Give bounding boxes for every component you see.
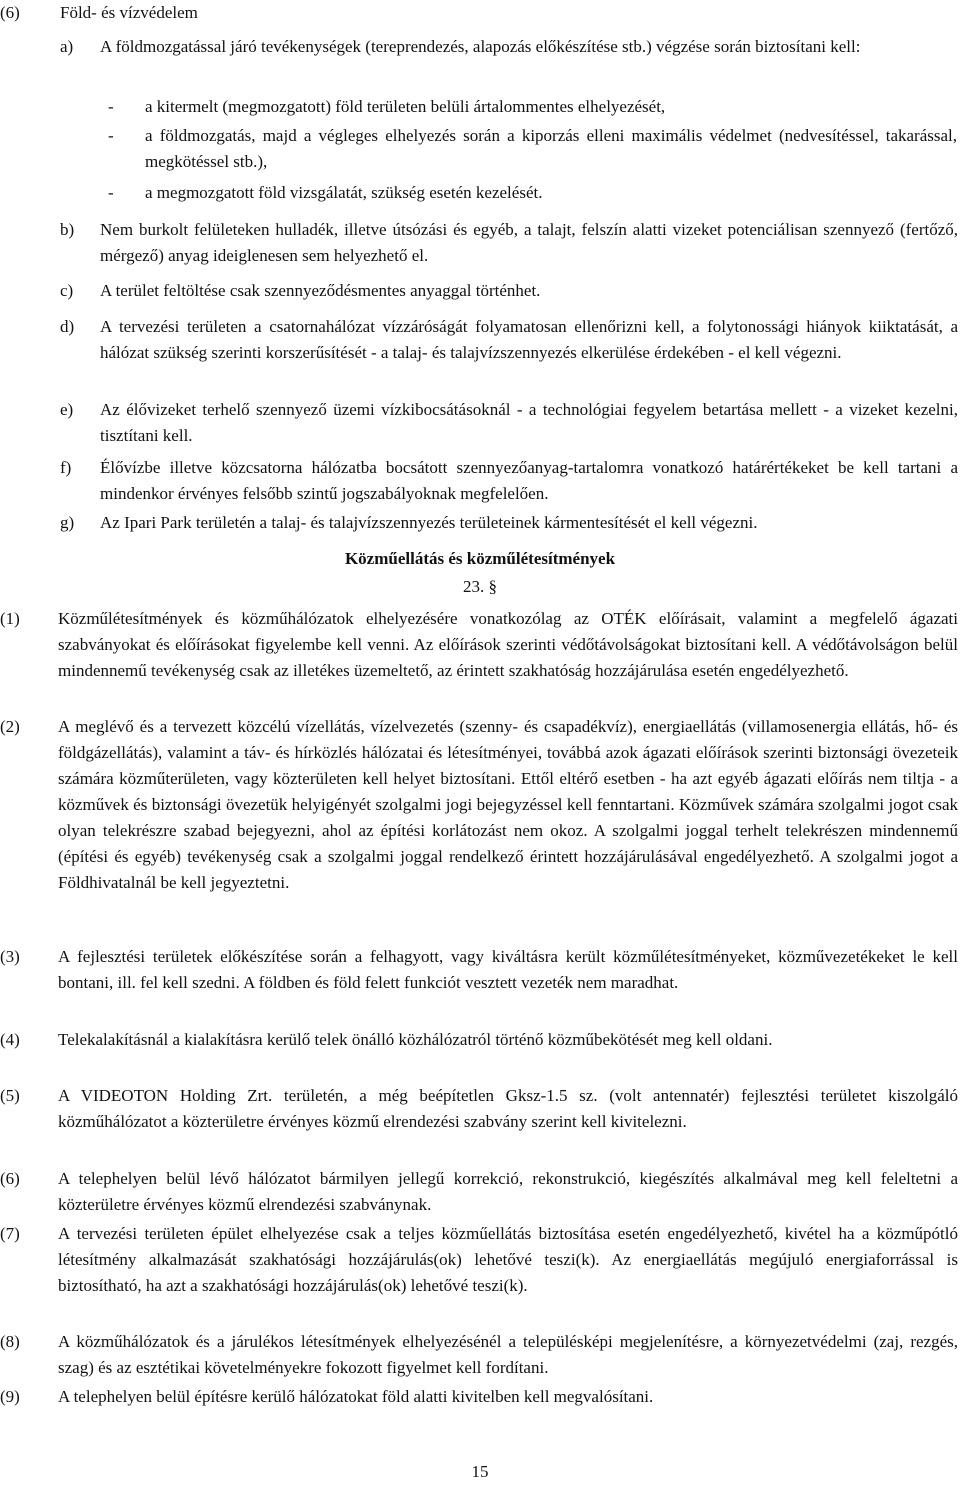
item-e-label: e): [60, 400, 74, 419]
section-number: 23. §: [463, 577, 497, 596]
paragraph-text: A közműhálózatok és a járulékos létesítmények elhelyezésénél a településképi megjelenítésre, a környezetvédelmi (zaj, rezgés, szag) és az esztétikai követelményekre fokozott figyelmet kell fordítani.: [58, 1332, 958, 1377]
chapter-heading: Közműellátás és közműlétesítmények: [344, 549, 616, 568]
item-d-label: d): [60, 317, 75, 336]
item-c-text: A terület feltöltése csak szennyeződésmentes anyaggal történhet.: [100, 281, 541, 300]
paragraph-text: A fejlesztési területek előkészítése során a felhagyott, vagy kiváltásra került közműlétesítményeket, közművezetékeket le kell bontani, ill. fel kell szedni. A földben és föld felett funkciót vesztett vezeték nem maradhat.: [58, 947, 958, 992]
item-f-text: Élővízbe illetve közcsatorna hálózatba bocsátott szennyezőanyag-tartalomra vonatkozó határértékeket be kell tartani a mindenkor érvényes felsőbb szintű jogszabályoknak megfelelően.: [100, 458, 958, 503]
item-g-label: g): [60, 513, 75, 532]
item-d-text: A tervezési területen a csatornahálózat vízzáróságát folyamatosan ellenőrizni kell, a folytonossági hiányok kiiktatását, a hálózat szükség szerinti korszerűsítését - a talaj- és talajvízszennyezés elkerülése érdekében - el kell végezni.: [100, 317, 958, 362]
paragraph-number: (8): [0, 1332, 20, 1351]
paragraph-number: (7): [0, 1224, 20, 1243]
dash-marker: -: [108, 97, 114, 116]
dash-item-1-text: a kitermelt (megmozgatott) föld területen belüli ártalommentes elhelyezését,: [145, 97, 666, 116]
paragraph-number: (3): [0, 947, 20, 966]
paragraph-text: A tervezési területen épület elhelyezése csak a teljes közműellátás biztosítása esetén engedélyezhető, kivétel ha a közműpótló létesítmény alkalmazását szakhatósági hozzájárulás(ok) lehetővé teszi(k). Az energiaellátás megújuló energiaforrással is biztosítható, ha azt a szakhatósági hozzájárulás(ok) lehetővé teszi(k).: [58, 1224, 958, 1295]
section-6-title: Föld- és vízvédelem: [60, 3, 198, 22]
paragraph-text: A telephelyen belül építésre kerülő hálózatokat föld alatti kivitelben kell megvalósítani.: [58, 1387, 654, 1406]
item-f-label: f): [60, 458, 72, 477]
dash-item-2-text: a földmozgatás, majd a végleges elhelyezés során a kiporzás elleni maximális védelmet (nedvesítéssel, takarással, megkötéssel stb.),: [145, 126, 957, 171]
section-6-header: [0, 0, 960, 26]
paragraph-number: (6): [0, 1169, 20, 1188]
item-g-text: Az Ipari Park területén a talaj- és talajvízszennyezés területeinek kármentesítését el kell végezni.: [100, 513, 758, 532]
paragraph-text: A meglévő és a tervezett közcélú vízellátás, vízelvezetés (szenny- és csapadékvíz), energiaellátás (villamosenergia ellátás, hő- és földgázellátás), valamint a táv- és hírközlés hálózatai és létesítményei, továbbá azok ágazati előírások szerinti biztonsági övezeteik számára közműterületen, vagy közterületen kell helyet biztosítani. Ettől eltérő esetben - ha azt egyéb ágazati előírás nem tiltja - a közművek és biztonsági övezetük helyigényét szolgalmi jogi bejegyzéssel kell fenntartani. Közművek számára szolgalmi jogot csak olyan telekrészre szabad bejegyezni, ahol az építési korlátozást nem okoz. A szolgalmi joggal terhelt telekrészen mindennemű (építési és egyéb) tevékenység csak a szolgalmi joggal rendelkező érintett hozzájárulásával engedélyezhető. A szolgalmi jogot a Földhivatalnál be kell jegyeztetni.: [58, 717, 958, 892]
paragraph-number: (2): [0, 717, 20, 736]
item-c-label: c): [60, 281, 74, 300]
item-b-label: b): [60, 220, 75, 239]
paragraph-text: Közműlétesítmények és közműhálózatok elhelyezésére vonatkozólag az OTÉK előírásait, valamint a megfelelő ágazati szabványokat és előírásokat figyelembe kell venni. Az előírások szerinti védőtávolságokat biztosítani kell. A védőtávolságon belül mindennemű tevékenység csak az illetékes üzemeltető, az érintett szakhatóság hozzájárulása esetén engedélyezhető.: [58, 609, 958, 680]
paragraph-number: (5): [0, 1086, 20, 1105]
paragraph-text: Telekalakításnál a kialakításra kerülő telek önálló közhálózatról történő közműbekötését meg kell oldani.: [58, 1030, 773, 1049]
item-a-text: A földmozgatással járó tevékenységek (tereprendezés, alapozás előkészítése stb.) végzése során biztosítani kell:: [100, 37, 861, 56]
item-a-label: a): [60, 37, 74, 56]
paragraph-text: A VIDEOTON Holding Zrt. területén, a még beépítetlen Gksz-1.5 sz. (volt antennatér) fejlesztési területet kiszolgáló közműhálózatot a közterületre érvényes közmű elrendezési szabvány szerint kell kivitelezni.: [58, 1086, 958, 1131]
dash-marker: -: [108, 126, 114, 145]
paragraph-number: (4): [0, 1030, 20, 1049]
paragraph-number: (9): [0, 1387, 20, 1406]
section-6-number: (6): [0, 3, 20, 22]
page-number: 15: [471, 1462, 489, 1481]
dash-marker: -: [108, 183, 114, 202]
item-e-text: Az élővizeket terhelő szennyező üzemi vízkibocsátásoknál - a technológiai fegyelem betartása mellett - a vizeket kezelni, tisztítani kell.: [100, 400, 958, 445]
paragraph-text: A telephelyen belül lévő hálózatot bármilyen jellegű korrekció, rekonstrukció, kiegészítés alkalmával meg kell feleltetni a közterületre érvényes közmű elrendezési szabványnak.: [58, 1169, 958, 1214]
item-b-text: Nem burkolt felületeken hulladék, illetve útsózási és egyéb, a talajt, felszín alatti vizeket potenciálisan szennyező (fertőző, mérgező) anyag ideiglenesen sem helyezhető el.: [100, 220, 958, 265]
paragraph-number: (1): [0, 609, 20, 628]
dash-item-3-text: a megmozgatott föld vizsgálatát, szükség esetén kezelését.: [145, 183, 543, 202]
